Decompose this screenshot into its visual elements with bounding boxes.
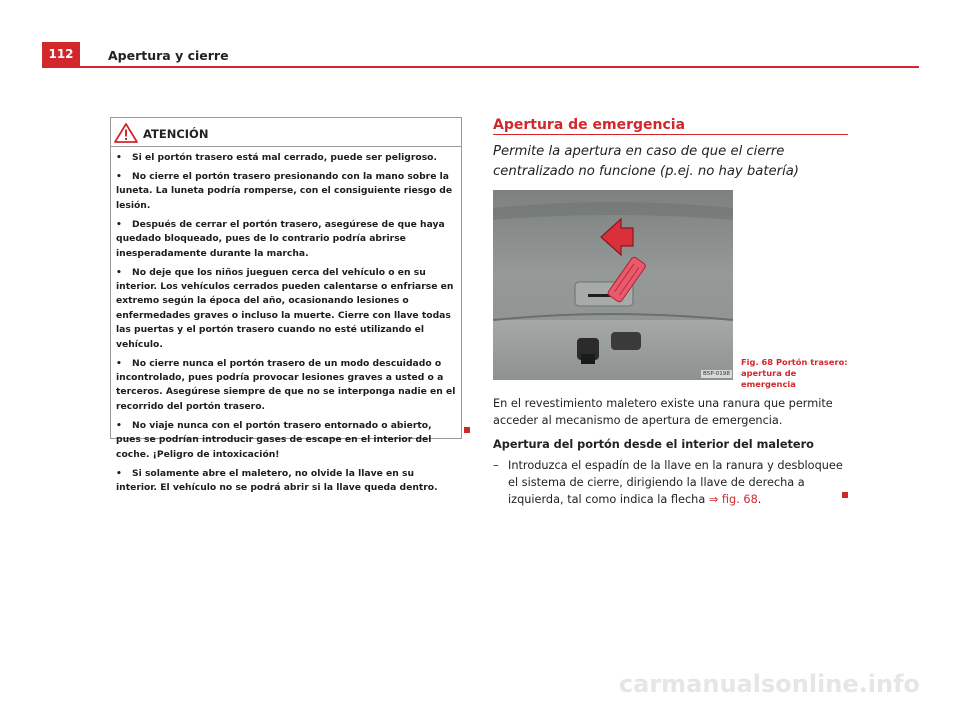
page-number: 112 xyxy=(42,42,80,66)
warning-item: • No cierre nunca el portón trasero de un modo descuidado o incontrolado, pues podría provocar lesiones graves a usted o a terceros. Asegúrese siempre de que no se interponga nadie en el recorrido del portón trasero. xyxy=(116,357,456,412)
warning-item: • Después de cerrar el portón trasero, asegúrese de que haya quedado bloqueado, pues de lo contrario podría abrirse inesperadamente durante la marcha. xyxy=(116,218,445,259)
bullet: • xyxy=(116,266,122,278)
header-rule xyxy=(42,66,919,68)
warning-title: ATENCIÓN xyxy=(143,127,209,141)
bullet: • xyxy=(116,467,122,479)
bullet: • xyxy=(116,152,122,163)
figure-caption-text: Portón trasero: apertura de emergencia xyxy=(741,357,848,389)
warning-item: • No viaje nunca con el portón trasero entornado o abierto, pues se podrían introducir gases de escape en el interior del coche. ¡Peligro de intoxicación! xyxy=(116,419,432,460)
instruction-step xyxy=(493,457,849,509)
figure-caption xyxy=(741,357,853,390)
subheading: Apertura del portón desde el interior del maletero xyxy=(493,438,814,451)
step-text: Introduzca el espadín de la llave en la ranura y desbloquee el sistema de cierre, dirigiendo la llave de derecha a izquierda, tal como indica la flecha xyxy=(508,459,843,507)
section-title: Apertura de emergencia xyxy=(493,117,686,133)
warning-item: • Si solamente abre el maletero, no olvide la llave en su interior. El vehículo no se podrá abrir si la llave queda dentro. xyxy=(116,467,438,494)
chapter-title: Apertura y cierre xyxy=(108,48,229,63)
body-paragraph: En el revestimiento maletero existe una ranura que permite acceder al mecanismo de apertura de emergencia. xyxy=(493,397,833,428)
bullet: • xyxy=(116,218,122,230)
end-mark xyxy=(842,492,848,498)
step-end: . xyxy=(757,493,762,507)
step-dash: – xyxy=(493,459,499,472)
bullet: • xyxy=(116,419,122,431)
figure-caption-label: Fig. 68 xyxy=(741,357,774,367)
figure-tailgate-emergency-opening xyxy=(493,190,733,380)
bullet: • xyxy=(116,171,122,182)
warning-item: • No cierre el portón trasero presionando con la mano sobre la luneta. La luneta podría romperse, con el consiguiente riesgo de lesión. xyxy=(116,171,453,211)
bullet: • xyxy=(116,357,122,369)
figure-reference-link[interactable]: ⇒ fig. 68 xyxy=(708,493,758,507)
figure-code: B5P-0198 xyxy=(703,371,730,377)
warning-item: • No deje que los niños jueguen cerca del vehículo o en su interior. Los vehículos cerrados pueden calentarse o enfriarse en extremo según la época del año, ocasionando lesiones o enfermedades graves o incluso la muerte. Cierre con llave todas las puertas y el portón trasero cuando no esté utilizando el vehículo. xyxy=(116,266,454,350)
warning-list xyxy=(116,151,457,500)
section-rule xyxy=(493,134,848,135)
end-mark xyxy=(464,427,470,433)
warning-triangle-icon xyxy=(114,123,138,147)
section-intro: Permite la apertura en caso de que el cierre centralizado no funcione (p.ej. no hay batería) xyxy=(493,144,799,179)
warning-item: • Si el portón trasero está mal cerrado, puede ser peligroso. xyxy=(116,151,457,165)
